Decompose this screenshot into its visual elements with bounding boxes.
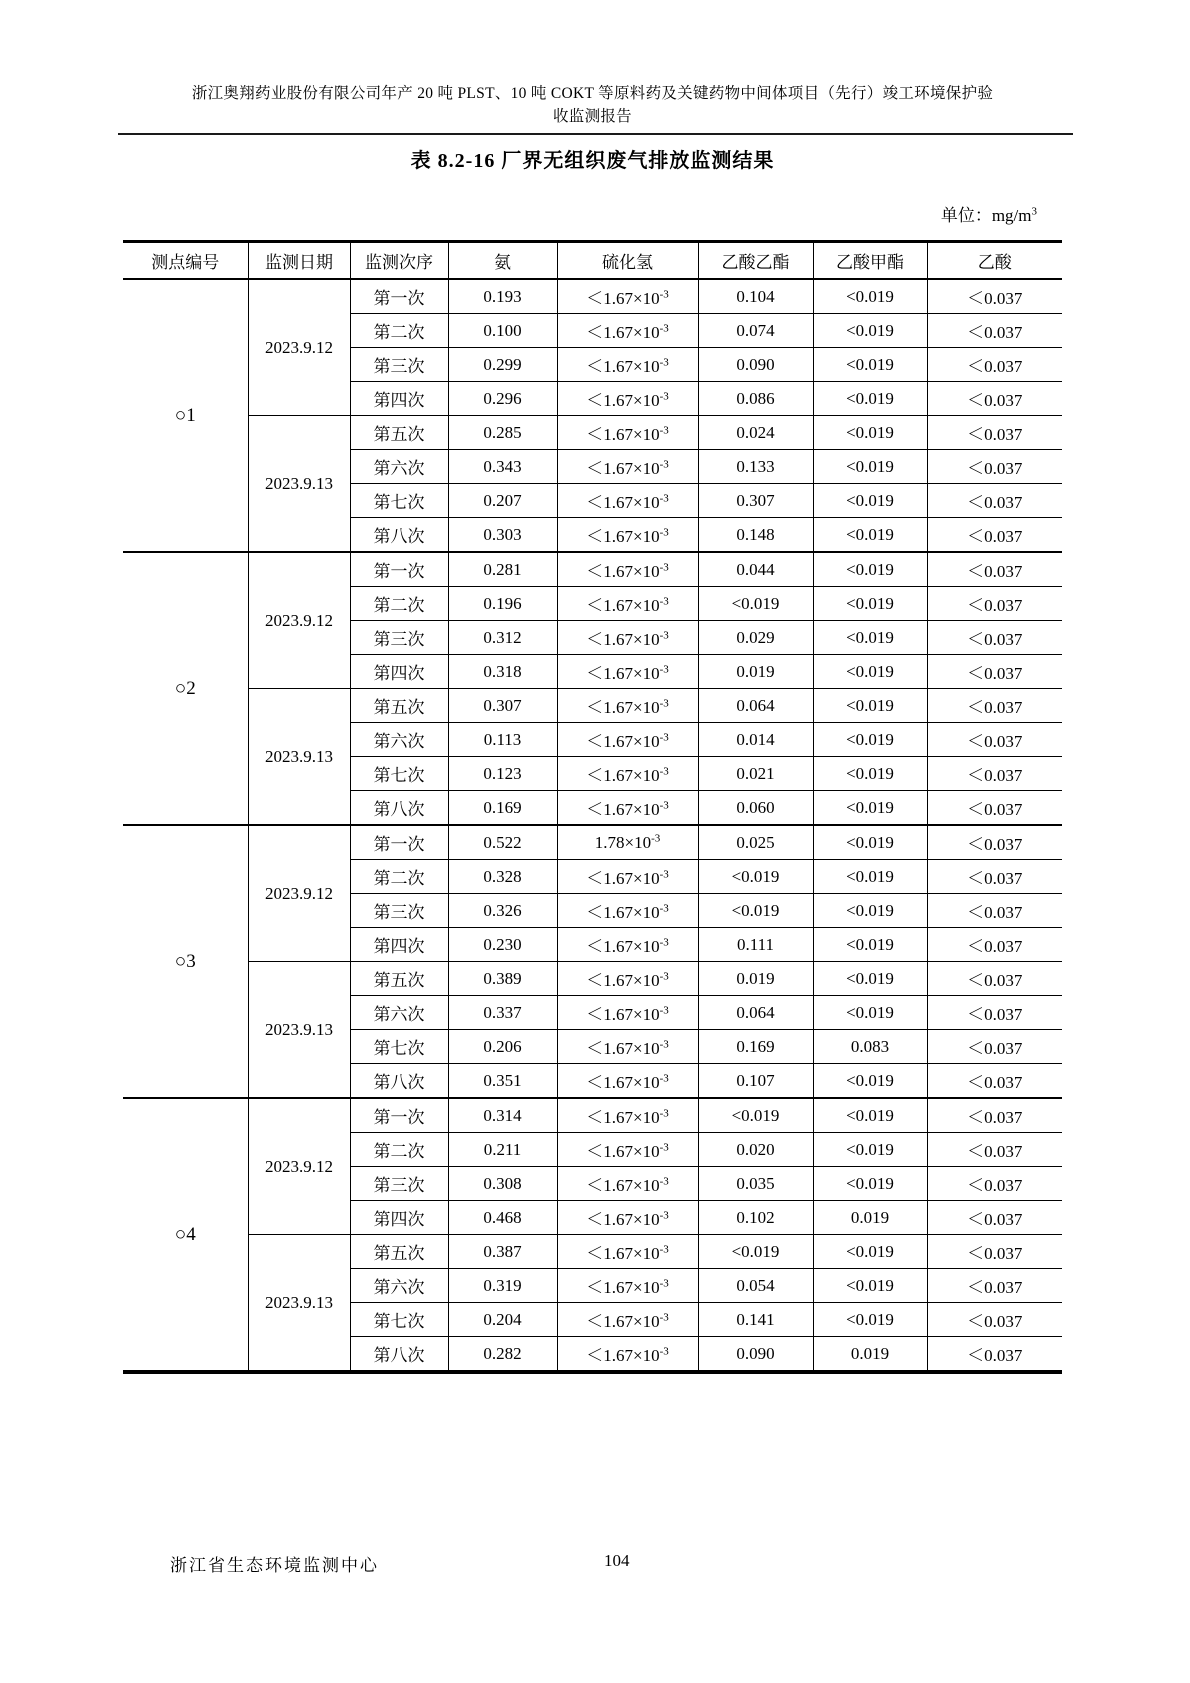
value-cell: $<1.67\times 10^{-3}$ xyxy=(557,1235,698,1269)
value-cell: 0.307 xyxy=(448,689,557,723)
page-header-line-1: 浙江奥翔药业股份有限公司年产 20 吨 PLST、10 吨 COKT 等原料药及关键药物中间体项目（先行）竣工环境保护验 xyxy=(191,85,994,102)
value-cell: 0.123 xyxy=(448,757,557,791)
value-cell: <0.019 xyxy=(813,894,927,928)
sequence-cell: 第四次 xyxy=(350,1201,448,1235)
value-cell: $<1.67\times 10^{-3}$ xyxy=(557,1167,698,1201)
value-cell: <0.019 xyxy=(698,1235,813,1269)
date-cell: 2023.9.12 xyxy=(248,552,350,689)
value-cell: 0.522 xyxy=(448,825,557,860)
value-cell: ＜0.037 xyxy=(927,1235,1062,1269)
value-cell: <0.019 xyxy=(813,1133,927,1167)
value-cell: ＜0.037 xyxy=(927,1098,1062,1133)
value-cell: <0.019 xyxy=(698,860,813,894)
value-cell: 0.343 xyxy=(448,450,557,484)
column-header-date: 监测日期 xyxy=(248,242,350,280)
value-cell: 0.019 xyxy=(813,1337,927,1373)
value-cell: 0.090 xyxy=(698,348,813,382)
date-cell: 2023.9.13 xyxy=(248,416,350,553)
date-cell: 2023.9.12 xyxy=(248,279,350,416)
column-header-ethyl-acetate: 乙酸乙酯 xyxy=(698,242,813,280)
value-cell: 0.113 xyxy=(448,723,557,757)
sequence-cell: 第七次 xyxy=(350,1030,448,1064)
value-cell: 0.064 xyxy=(698,689,813,723)
sequence-cell: 第一次 xyxy=(350,552,448,587)
value-cell: $<1.67\times 10^{-3}$ xyxy=(557,1303,698,1337)
value-cell: $<1.67\times 10^{-3}$ xyxy=(557,655,698,689)
value-cell: ＜0.037 xyxy=(927,1064,1062,1099)
sequence-cell: 第六次 xyxy=(350,996,448,1030)
value-cell: $<1.67\times 10^{-3}$ xyxy=(557,689,698,723)
value-cell: ＜0.037 xyxy=(927,1133,1062,1167)
value-cell: <0.019 xyxy=(813,996,927,1030)
value-cell: <0.019 xyxy=(813,314,927,348)
table-row xyxy=(123,825,1062,860)
value-cell: <0.019 xyxy=(813,1098,927,1133)
column-header-ammonia: 氨 xyxy=(448,242,557,280)
sequence-cell: 第三次 xyxy=(350,1167,448,1201)
sequence-cell: 第七次 xyxy=(350,484,448,518)
sequence-cell: 第六次 xyxy=(350,1269,448,1303)
value-cell: 0.319 xyxy=(448,1269,557,1303)
value-cell: <0.019 xyxy=(813,382,927,416)
value-cell: <0.019 xyxy=(813,518,927,553)
column-header-acetic-acid: 乙酸 xyxy=(927,242,1062,280)
table-row xyxy=(123,1235,1062,1269)
value-cell: ＜0.037 xyxy=(927,450,1062,484)
value-cell: 0.014 xyxy=(698,723,813,757)
value-cell: ＜0.037 xyxy=(927,1201,1062,1235)
footer-organization: 浙江省生态环境监测中心 xyxy=(170,1556,379,1575)
value-cell: <0.019 xyxy=(813,962,927,996)
value-cell: 0.318 xyxy=(448,655,557,689)
table-row xyxy=(123,279,1062,314)
table-title: 表 8.2-16 厂界无组织废气排放监测结果 xyxy=(410,150,775,172)
date-cell: 2023.9.12 xyxy=(248,825,350,962)
value-cell: 0.019 xyxy=(813,1201,927,1235)
column-header-point: 测点编号 xyxy=(123,242,248,280)
value-cell: 0.312 xyxy=(448,621,557,655)
sequence-cell: 第五次 xyxy=(350,962,448,996)
value-cell: <0.019 xyxy=(813,1235,927,1269)
footer-page-number: 104 xyxy=(604,1551,630,1570)
value-cell: $<1.67\times 10^{-3}$ xyxy=(557,552,698,587)
value-cell: 0.021 xyxy=(698,757,813,791)
sequence-cell: 第六次 xyxy=(350,723,448,757)
point-cell: ○1 xyxy=(123,279,248,552)
value-cell: ＜0.037 xyxy=(927,587,1062,621)
value-cell: $<1.67\times 10^{-3}$ xyxy=(557,996,698,1030)
sequence-cell: 第七次 xyxy=(350,1303,448,1337)
value-cell: $<1.67\times 10^{-3}$ xyxy=(557,1201,698,1235)
value-cell: 0.024 xyxy=(698,416,813,450)
value-cell: <0.019 xyxy=(813,1269,927,1303)
header-rule xyxy=(118,133,1073,135)
value-cell: ＜0.037 xyxy=(927,928,1062,962)
value-cell: ＜0.037 xyxy=(927,962,1062,996)
sequence-cell: 第八次 xyxy=(350,791,448,826)
value-cell: 0.054 xyxy=(698,1269,813,1303)
value-cell: 0.100 xyxy=(448,314,557,348)
value-cell: 0.281 xyxy=(448,552,557,587)
value-cell: 0.074 xyxy=(698,314,813,348)
sequence-cell: 第七次 xyxy=(350,757,448,791)
value-cell: 0.141 xyxy=(698,1303,813,1337)
value-cell: 0.029 xyxy=(698,621,813,655)
sequence-cell: 第六次 xyxy=(350,450,448,484)
value-cell: 0.351 xyxy=(448,1064,557,1099)
sequence-cell: 第四次 xyxy=(350,382,448,416)
value-cell: <0.019 xyxy=(813,791,927,826)
table-body xyxy=(123,279,1062,1372)
value-cell: ＜0.037 xyxy=(927,757,1062,791)
column-header-hydrogen-sulfide: 硫化氢 xyxy=(557,242,698,280)
sequence-cell: 第五次 xyxy=(350,689,448,723)
value-cell: ＜0.037 xyxy=(927,996,1062,1030)
value-cell: 0.111 xyxy=(698,928,813,962)
value-cell: <0.019 xyxy=(813,621,927,655)
value-cell: $<1.67\times 10^{-3}$ xyxy=(557,723,698,757)
value-cell: ＜0.037 xyxy=(927,1030,1062,1064)
page-header-line-2: 收监测报告 xyxy=(552,108,632,125)
value-cell: <0.019 xyxy=(813,928,927,962)
point-cell: ○3 xyxy=(123,825,248,1098)
value-cell: <0.019 xyxy=(813,279,927,314)
value-cell: ＜0.037 xyxy=(927,621,1062,655)
value-cell: 0.020 xyxy=(698,1133,813,1167)
value-cell: ＜0.037 xyxy=(927,552,1062,587)
value-cell: ＜0.037 xyxy=(927,1337,1062,1373)
value-cell: ＜0.037 xyxy=(927,314,1062,348)
value-cell: <0.019 xyxy=(813,552,927,587)
value-cell: $<1.67\times 10^{-3}$ xyxy=(557,791,698,826)
value-cell: ＜0.037 xyxy=(927,1269,1062,1303)
column-header-methyl-acetate: 乙酸甲酯 xyxy=(813,242,927,280)
point-cell: ○2 xyxy=(123,552,248,825)
value-cell: <0.019 xyxy=(813,1064,927,1099)
value-cell: 0.060 xyxy=(698,791,813,826)
page-header xyxy=(123,82,1062,128)
value-cell: <0.019 xyxy=(698,1098,813,1133)
value-cell: ＜0.037 xyxy=(927,484,1062,518)
monitoring-table xyxy=(123,240,1062,1374)
value-cell: 0.035 xyxy=(698,1167,813,1201)
sequence-cell: 第五次 xyxy=(350,1235,448,1269)
value-cell: 0.169 xyxy=(448,791,557,826)
value-cell: $<1.67\times 10^{-3}$ xyxy=(557,757,698,791)
value-cell: $<1.67\times 10^{-3}$ xyxy=(557,1064,698,1099)
table-row xyxy=(123,416,1062,450)
value-cell: $<1.67\times 10^{-3}$ xyxy=(557,894,698,928)
value-cell: $<1.67\times 10^{-3}$ xyxy=(557,484,698,518)
value-cell: 0.314 xyxy=(448,1098,557,1133)
value-cell: 0.206 xyxy=(448,1030,557,1064)
value-cell: $<1.67\times 10^{-3}$ xyxy=(557,279,698,314)
value-cell: $<1.67\times 10^{-3}$ xyxy=(557,314,698,348)
value-cell: ＜0.037 xyxy=(927,825,1062,860)
value-cell: 0.326 xyxy=(448,894,557,928)
value-cell: <0.019 xyxy=(813,1167,927,1201)
sequence-cell: 第三次 xyxy=(350,348,448,382)
value-cell: $<1.67\times 10^{-3}$ xyxy=(557,1337,698,1373)
value-cell: 0.083 xyxy=(813,1030,927,1064)
sequence-cell: 第二次 xyxy=(350,587,448,621)
value-cell: ＜0.037 xyxy=(927,689,1062,723)
sequence-cell: 第二次 xyxy=(350,860,448,894)
value-cell: ＜0.037 xyxy=(927,382,1062,416)
value-cell: $<1.67\times 10^{-3}$ xyxy=(557,587,698,621)
value-cell: 0.193 xyxy=(448,279,557,314)
value-cell: ＜0.037 xyxy=(927,860,1062,894)
value-cell: 0.468 xyxy=(448,1201,557,1235)
value-cell: 0.207 xyxy=(448,484,557,518)
value-cell: 0.204 xyxy=(448,1303,557,1337)
value-cell: 0.211 xyxy=(448,1133,557,1167)
value-cell: $<1.67\times 10^{-3}$ xyxy=(557,962,698,996)
table-row xyxy=(123,689,1062,723)
value-cell: 0.296 xyxy=(448,382,557,416)
sequence-cell: 第八次 xyxy=(350,518,448,553)
value-cell: $<1.67\times 10^{-3}$ xyxy=(557,1133,698,1167)
value-cell: 0.104 xyxy=(698,279,813,314)
value-cell: ＜0.037 xyxy=(927,723,1062,757)
value-cell: $<1.67\times 10^{-3}$ xyxy=(557,348,698,382)
value-cell: <0.019 xyxy=(813,348,927,382)
table-row xyxy=(123,552,1062,587)
value-cell: <0.019 xyxy=(698,894,813,928)
value-cell: 0.107 xyxy=(698,1064,813,1099)
date-cell: 2023.9.13 xyxy=(248,689,350,826)
value-cell: 0.387 xyxy=(448,1235,557,1269)
value-cell: 0.282 xyxy=(448,1337,557,1373)
table-header-row xyxy=(123,242,1062,280)
value-cell: <0.019 xyxy=(813,450,927,484)
value-cell: $<1.67\times 10^{-3}$ xyxy=(557,860,698,894)
date-cell: 2023.9.13 xyxy=(248,1235,350,1373)
value-cell: ＜0.037 xyxy=(927,279,1062,314)
value-cell: ＜0.037 xyxy=(927,1303,1062,1337)
value-cell: 0.086 xyxy=(698,382,813,416)
sequence-cell: 第四次 xyxy=(350,655,448,689)
value-cell: 0.307 xyxy=(698,484,813,518)
value-cell: <0.019 xyxy=(813,416,927,450)
value-cell: $<1.67\times 10^{-3}$ xyxy=(557,1098,698,1133)
value-cell: 0.337 xyxy=(448,996,557,1030)
sequence-cell: 第一次 xyxy=(350,1098,448,1133)
date-cell: 2023.9.12 xyxy=(248,1098,350,1235)
value-cell: ＜0.037 xyxy=(927,348,1062,382)
value-cell: <0.019 xyxy=(813,655,927,689)
value-cell: ＜0.037 xyxy=(927,655,1062,689)
value-cell: <0.019 xyxy=(813,723,927,757)
value-cell: <0.019 xyxy=(813,484,927,518)
value-cell: 0.308 xyxy=(448,1167,557,1201)
sequence-cell: 第八次 xyxy=(350,1337,448,1373)
value-cell: 0.230 xyxy=(448,928,557,962)
value-cell: 0.303 xyxy=(448,518,557,553)
sequence-cell: 第四次 xyxy=(350,928,448,962)
value-cell: 0.299 xyxy=(448,348,557,382)
value-cell: <0.019 xyxy=(813,1303,927,1337)
value-cell: 0.025 xyxy=(698,825,813,860)
value-cell: 0.196 xyxy=(448,587,557,621)
value-cell: 0.148 xyxy=(698,518,813,553)
value-cell: $<1.67\times 10^{-3}$ xyxy=(557,450,698,484)
sequence-cell: 第三次 xyxy=(350,621,448,655)
value-cell: <0.019 xyxy=(698,587,813,621)
value-cell: <0.019 xyxy=(813,689,927,723)
value-cell: <0.019 xyxy=(813,825,927,860)
value-cell: 0.133 xyxy=(698,450,813,484)
value-cell: $<1.67\times 10^{-3}$ xyxy=(557,382,698,416)
value-cell: 0.285 xyxy=(448,416,557,450)
table-row xyxy=(123,1098,1062,1133)
value-cell: ＜0.037 xyxy=(927,1167,1062,1201)
value-cell: $<1.67\times 10^{-3}$ xyxy=(557,928,698,962)
sequence-cell: 第二次 xyxy=(350,314,448,348)
value-cell: 0.090 xyxy=(698,1337,813,1373)
sequence-cell: 第三次 xyxy=(350,894,448,928)
value-cell: 0.019 xyxy=(698,962,813,996)
value-cell: 0.169 xyxy=(698,1030,813,1064)
value-cell: ＜0.037 xyxy=(927,518,1062,553)
sequence-cell: 第二次 xyxy=(350,1133,448,1167)
value-cell: 0.044 xyxy=(698,552,813,587)
value-cell: 0.389 xyxy=(448,962,557,996)
sequence-cell: 第八次 xyxy=(350,1064,448,1099)
column-header-sequence: 监测次序 xyxy=(350,242,448,280)
sequence-cell: 第一次 xyxy=(350,825,448,860)
value-cell: $<1.67\times 10^{-3}$ xyxy=(557,416,698,450)
date-cell: 2023.9.13 xyxy=(248,962,350,1099)
point-cell: ○4 xyxy=(123,1098,248,1372)
value-cell: 0.102 xyxy=(698,1201,813,1235)
value-cell: $<1.67\times 10^{-3}$ xyxy=(557,1030,698,1064)
value-cell: $1.78\times 10^{-3}$ xyxy=(557,825,698,860)
value-cell: <0.019 xyxy=(813,587,927,621)
value-cell: ＜0.037 xyxy=(927,894,1062,928)
value-cell: ＜0.037 xyxy=(927,791,1062,826)
value-cell: ＜0.037 xyxy=(927,416,1062,450)
unit-label: 单位：$mg/m^3$ xyxy=(940,205,1037,225)
sequence-cell: 第一次 xyxy=(350,279,448,314)
value-cell: 0.064 xyxy=(698,996,813,1030)
value-cell: <0.019 xyxy=(813,757,927,791)
sequence-cell: 第五次 xyxy=(350,416,448,450)
value-cell: 0.328 xyxy=(448,860,557,894)
table-row xyxy=(123,962,1062,996)
value-cell: 0.019 xyxy=(698,655,813,689)
value-cell: <0.019 xyxy=(813,860,927,894)
value-cell: $<1.67\times 10^{-3}$ xyxy=(557,621,698,655)
value-cell: $<1.67\times 10^{-3}$ xyxy=(557,518,698,553)
value-cell: $<1.67\times 10^{-3}$ xyxy=(557,1269,698,1303)
